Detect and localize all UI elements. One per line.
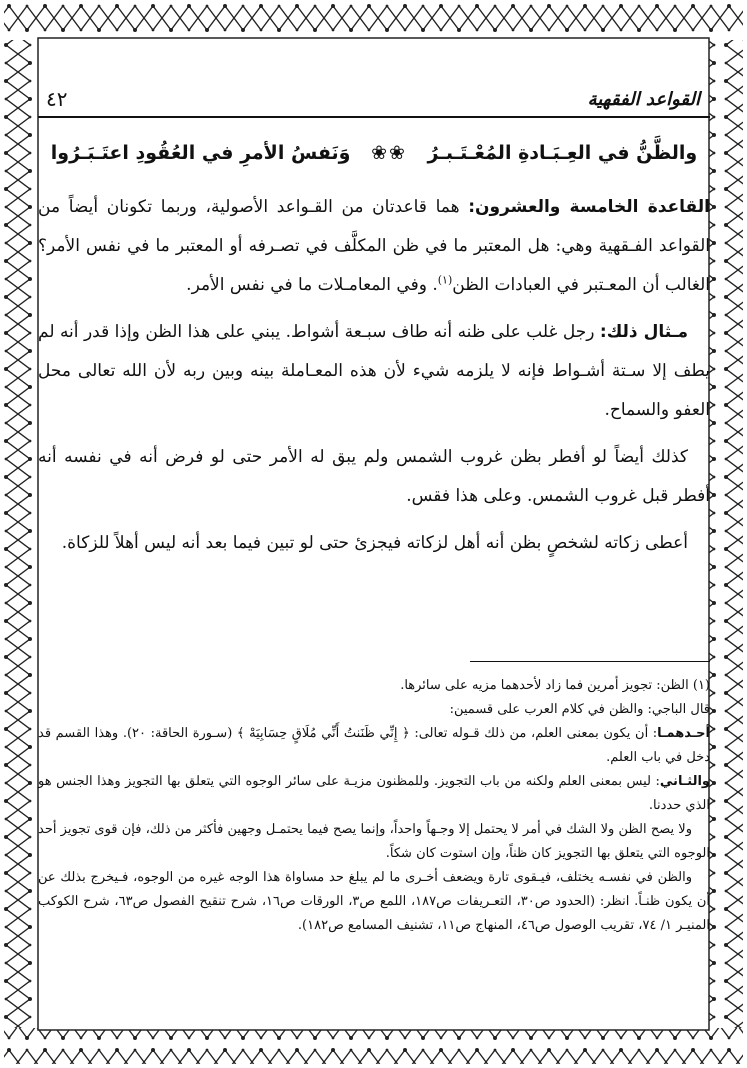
flower-ornament-icon: ❀❀: [371, 142, 407, 164]
footnote-separator: [470, 661, 710, 662]
footnote-line: قال الباجي: والظن في كلام العرب على قسمين:: [449, 702, 710, 717]
footnote-text: : أن يكون بمعنى العلم، من ذلك قـوله تعالى: ﴿ إِنِّي ظَنَنتُ أَنِّي مُلَاقٍ حِسَابِيَهْ ﴾ (سـورة الحاقة: ٢٠). وهذا القسم قد دخل في باب العلم.: [38, 726, 710, 765]
main-text: [38, 188, 710, 571]
example-heading: مـثال ذلك:: [599, 322, 688, 342]
rule-heading: القاعدة الخامسة والعشرون:: [468, 197, 710, 217]
footnote-marker: (١): [437, 273, 453, 287]
running-head-title: القواعد الفقهية: [587, 88, 700, 110]
paragraph-text: رجل غلب على ظنه أنه طاف سبـعة أشواط. يبني على هذا الظن وإذا قدر أنه لم يطف إلا سـتة أشـواط فإنه لا يلزمه شيء لأن هذه المعـاملة بينه وبين ربه لأن الله تعالى محل العفو والسماح.: [38, 322, 710, 420]
book-page: [38, 76, 710, 1036]
page-number: ٤٢: [46, 87, 68, 111]
footnote-lead: أحـدهمـا: [657, 726, 711, 741]
verse-hemistich-left: وَنَفسُ الأمرِ في العُقُودِ اعتَـبَـرُوا: [50, 142, 351, 164]
footnote-lead: والثـاني: [659, 774, 710, 789]
header-rule: [38, 116, 710, 118]
running-head: [38, 84, 710, 114]
footnote-line: والظن في نفسـه يختلف، فيـقوى تارة ويضعف أخـرى ما لم يبلغ حد مساواة هذا الوجه غيره من الوجوه، فـيخرج بذلك عن أن يكون ظنـاً. انظر: (الحدود ص٣٠، التعـريفات ص١٨٧، اللمع ص٣، الورقات ص١٦، شرح تنقيح الفصول ص٦٣، شرح الكوكب المنيـر ١/ ٧٤، تقريب الوصول ص٤٦، المنهاج ص١١، تشنيف المسامع ص١٨٢).: [38, 870, 710, 933]
footnote-1: (١) الظن: تجويز أمرين فما زاد لأحدهما مزيه على سائرها.: [400, 678, 710, 693]
section-verse-title: [38, 142, 710, 164]
paragraph-example: [38, 313, 710, 430]
footnote-text: : ليس بمعنى العلم ولكنه من باب التجويز. وللمظنون مزيـة على سائر الوجوه التي يتعلق بها التجويز وهذا الجنس هو الذي حددنا.: [38, 774, 710, 813]
paragraph-zakat: أعطى زكاته لشخصٍ بظن أنه أهل لزكاته فيجزئ حتى لو تبين فيما بعد أنه ليس أهلاً للزكاة.: [61, 533, 688, 553]
paragraph-text: هما قاعدتان من القـواعد الأصولية، وربما تكونان أيضاً من القواعد الفـقهية وهي: هل المعتبر ما في ظن المكلَّف في تصـرفه أو المعتبر ما في نفس الأمر؟ الغالب أن المعـتبر في العبادات الظن: [38, 197, 710, 295]
footnote-line: [38, 722, 710, 770]
footnote-line: ولا يصح الظن ولا الشك في أمر لا يحتمل إلا وجـهاً واحداً، وإنما يصح فيما يحتمـل وجهين فأكثر من ذلك، فإن قوى تجويز أحد الوجوه التي يتعلق بها التجويز كان ظناً، وإن استوت كان شكاً.: [38, 822, 710, 861]
verse-hemistich-right: والظَّنُّ في العِـبَـادةِ المُعْـتَـبـرُ: [427, 142, 698, 164]
paragraph-fasting: كذلك أيضاً لو أفطر بظن غروب الشمس ولم يبق له الأمر حتى لو فرض أنه في نفسه أنه أفطر قبل غروب الشمس. وعلى هذا فقس.: [38, 447, 710, 506]
footnote-line: [38, 770, 710, 818]
paragraph-rule-statement: [38, 188, 710, 305]
footnotes: [38, 674, 710, 938]
paragraph-text-tail: . وفي المعامـلات ما في نفس الأمر.: [186, 275, 438, 295]
